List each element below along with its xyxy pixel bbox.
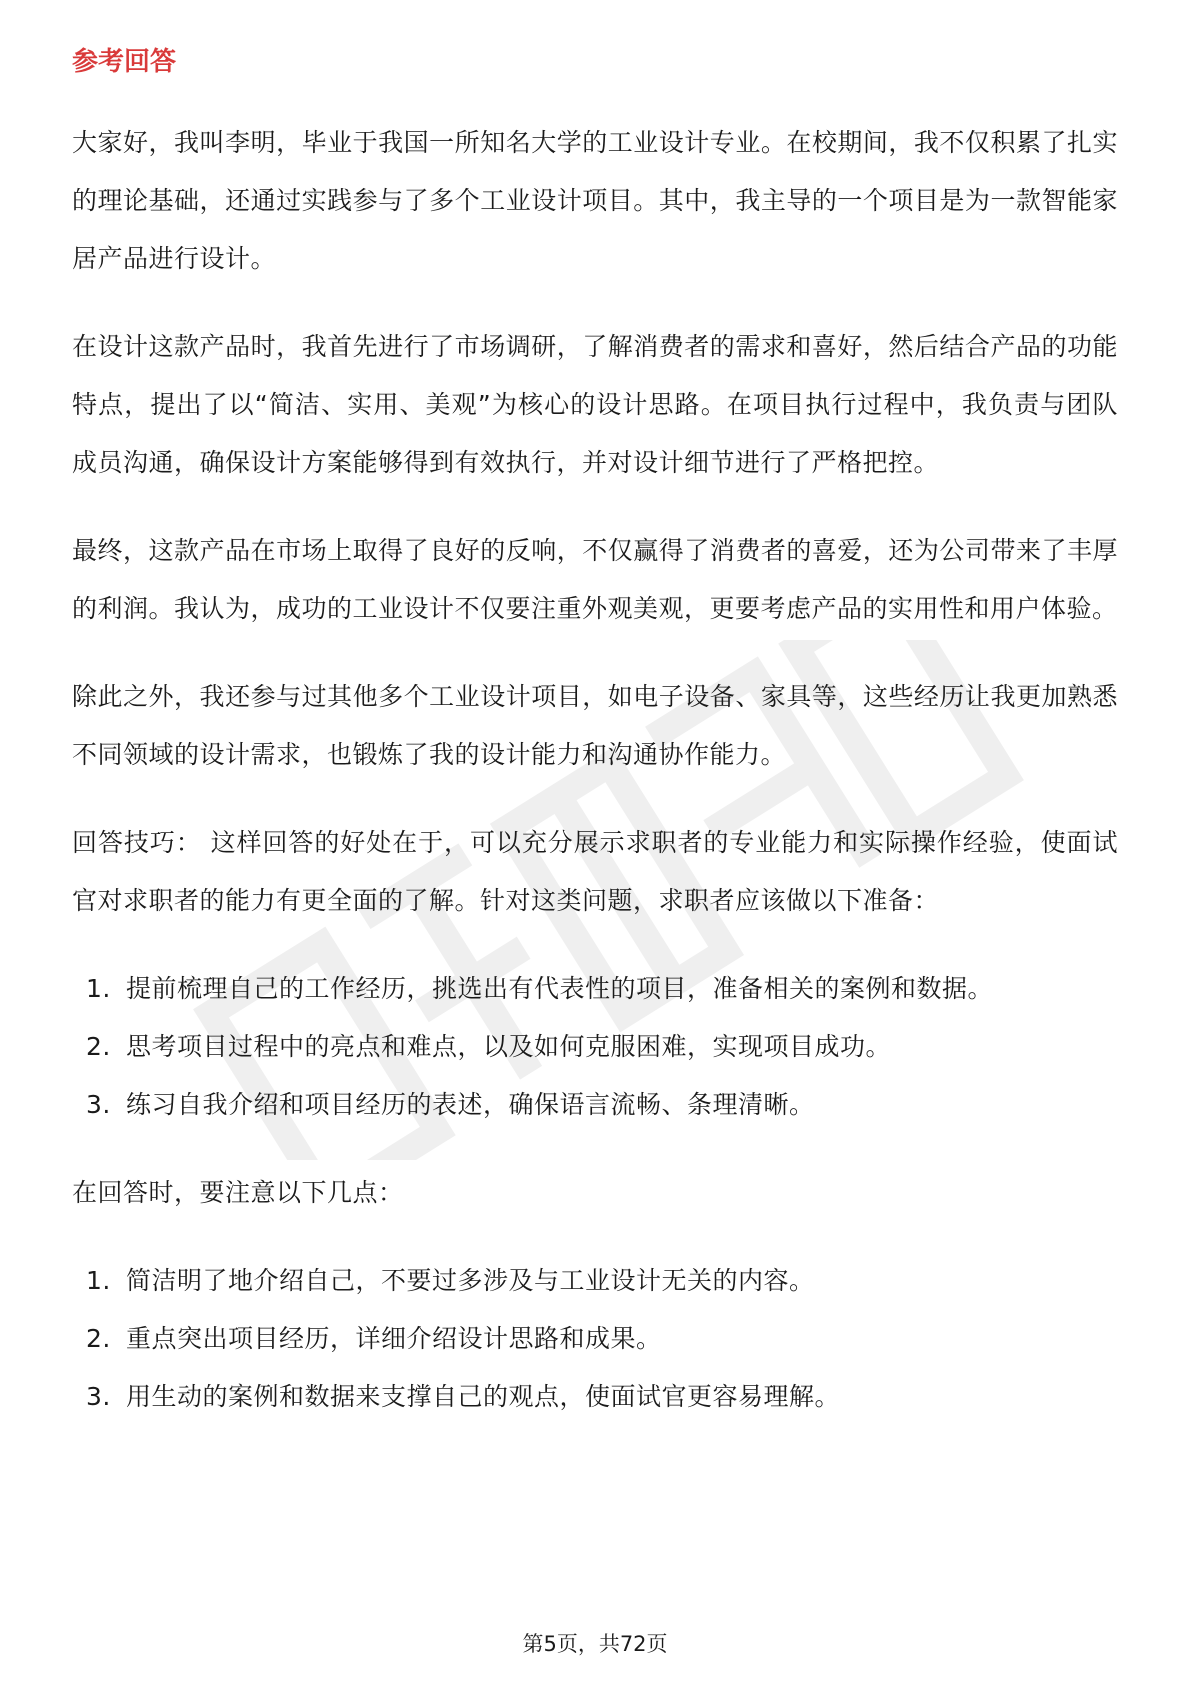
list-text: 用生动的案例和数据来支撑自己的观点，使面试官更容易理解。: [126, 1382, 841, 1411]
list-text: 简洁明了地介绍自己，不要过多涉及与工业设计无关的内容。: [126, 1266, 815, 1295]
list-number: 2.: [86, 1032, 111, 1061]
paragraph-design-process: 在设计这款产品时，我首先进行了市场调研，了解消费者的需求和喜好，然后结合产品的功能特点，提出了以“简洁、实用、美观”为核心的设计思路。在项目执行过程中，我负责与团队成员沟通，确保设计方案能够得到有效执行，并对设计细节进行了严格把控。: [72, 332, 1118, 477]
list-item: [72, 960, 1118, 1018]
section-heading: 参考回答: [72, 47, 177, 77]
paragraph-result: 最终，这款产品在市场上取得了良好的反响，不仅赢得了消费者的喜爱，还为公司带来了丰厚的利润。我认为，成功的工业设计不仅要注重外观美观，更要考虑产品的实用性和用户体验。: [72, 536, 1118, 623]
paragraph-notice-intro: 在回答时，要注意以下几点：: [72, 1178, 404, 1207]
list-item: [72, 1252, 1118, 1310]
list-number: 3.: [86, 1382, 111, 1411]
paragraph-answer-tips: 回答技巧： 这样回答的好处在于，可以充分展示求职者的专业能力和实际操作经验，使面试官对求职者的能力有更全面的了解。针对这类问题，求职者应该做以下准备：: [72, 828, 1118, 915]
document-page: [72, 44, 1118, 1456]
list-number: 2.: [86, 1324, 111, 1353]
list-number: 1.: [86, 974, 111, 1003]
page-number-footer: 第5页，共72页: [522, 1632, 668, 1656]
list-item: [72, 1076, 1118, 1134]
list-number: 3.: [86, 1090, 111, 1119]
paragraph-intro: 大家好，我叫李明，毕业于我国一所知名大学的工业设计专业。在校期间，我不仅积累了扎实的理论基础，还通过实践参与了多个工业设计项目。其中，我主导的一个项目是为一款智能家居产品进行设计。: [72, 128, 1118, 273]
list-text: 练习自我介绍和项目经历的表述，确保语言流畅、条理清晰。: [126, 1090, 815, 1119]
notice-list: [72, 1252, 1118, 1426]
list-item: [72, 1018, 1118, 1076]
paragraph-other-projects: 除此之外，我还参与过其他多个工业设计项目，如电子设备、家具等，这些经历让我更加熟悉不同领域的设计需求，也锻炼了我的设计能力和沟通协作能力。: [72, 682, 1118, 769]
list-text: 提前梳理自己的工作经历，挑选出有代表性的项目，准备相关的案例和数据。: [126, 974, 994, 1003]
list-text: 思考项目过程中的亮点和难点，以及如何克服困难，实现项目成功。: [126, 1032, 892, 1061]
list-number: 1.: [86, 1266, 111, 1295]
list-text: 重点突出项目经历，详细介绍设计思路和成果。: [126, 1324, 662, 1353]
preparation-list: [72, 960, 1118, 1134]
list-item: [72, 1368, 1118, 1426]
list-item: [72, 1310, 1118, 1368]
